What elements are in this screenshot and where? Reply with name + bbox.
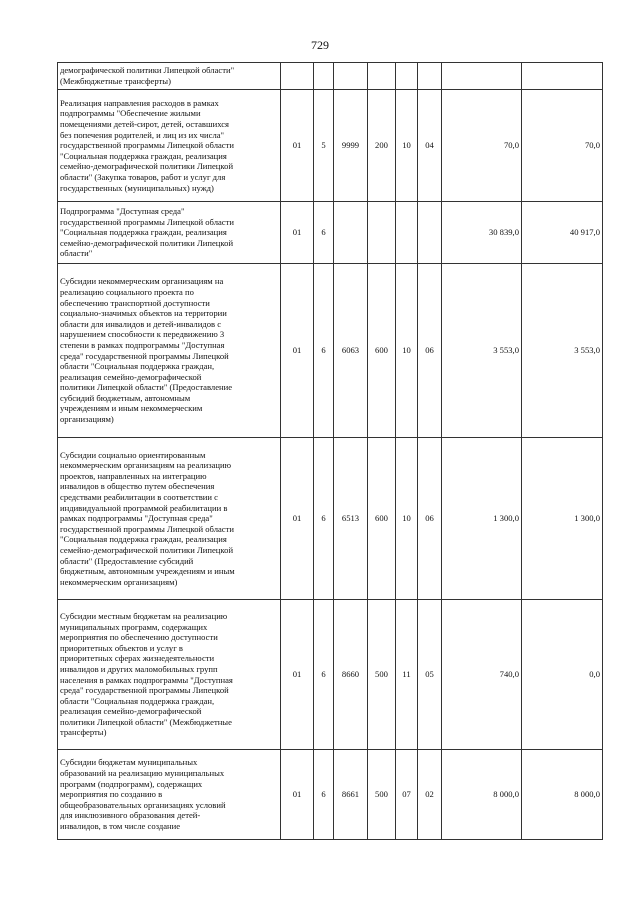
code-cell: 200 [368, 90, 396, 202]
row-description: Реализация направления расходов в рамках подпрограммы "Обеспечение жилыми помещениями детей-сирот, детей, оставшихся без попечения родителей, и лиц из их числа" государственной программы Липецкой области "Социальная поддержка граждан, реализация семейно-демографической политики Липецкой области" (Закупка товаров, работ и услуг для государственных (муниципальных) нужд) [58, 90, 281, 202]
code-cell: 01 [281, 750, 314, 840]
code-cell: 10 [396, 264, 418, 438]
code-cell: 01 [281, 438, 314, 600]
code-cell: 5 [314, 90, 334, 202]
amount-cell: 0,0 [522, 600, 603, 750]
code-cell: 06 [418, 264, 442, 438]
code-cell: 500 [368, 600, 396, 750]
code-cell: 8660 [334, 600, 368, 750]
code-cell: 9999 [334, 90, 368, 202]
table-row [58, 202, 603, 264]
code-cell: 04 [418, 90, 442, 202]
amount-cell: 3 553,0 [442, 264, 522, 438]
code-cell: 10 [396, 438, 418, 600]
code-cell [334, 202, 368, 264]
row-description: Подпрограмма "Доступная среда" государственной программы Липецкой области "Социальная поддержка граждан, реализация семейно-демографической политики Липецкой области" [58, 202, 281, 264]
code-cell: 6 [314, 750, 334, 840]
code-cell [396, 202, 418, 264]
code-cell [281, 63, 314, 90]
code-cell: 6063 [334, 264, 368, 438]
amount-cell: 8 000,0 [522, 750, 603, 840]
code-cell: 01 [281, 264, 314, 438]
code-cell: 01 [281, 202, 314, 264]
code-cell: 600 [368, 264, 396, 438]
code-cell [396, 63, 418, 90]
amount-cell: 40 917,0 [522, 202, 603, 264]
code-cell: 05 [418, 600, 442, 750]
code-cell [418, 202, 442, 264]
code-cell: 01 [281, 90, 314, 202]
code-cell: 6 [314, 264, 334, 438]
code-cell [334, 63, 368, 90]
code-cell: 07 [396, 750, 418, 840]
amount-cell: 70,0 [442, 90, 522, 202]
row-description: Субсидии бюджетам муниципальных образований на реализацию муниципальных программ (подпрограмм), содержащих мероприятия по созданию в общеобразовательных организациях условий для инклюзивного образования детей- инвалидов, в том числе создание [58, 750, 281, 840]
code-cell: 11 [396, 600, 418, 750]
amount-cell: 3 553,0 [522, 264, 603, 438]
table-row [58, 264, 603, 438]
code-cell [418, 63, 442, 90]
code-cell [368, 63, 396, 90]
code-cell: 6513 [334, 438, 368, 600]
code-cell: 10 [396, 90, 418, 202]
code-cell: 600 [368, 438, 396, 600]
code-cell: 6 [314, 438, 334, 600]
table-row [58, 90, 603, 202]
code-cell: 500 [368, 750, 396, 840]
amount-cell: 30 839,0 [442, 202, 522, 264]
code-cell: 6 [314, 202, 334, 264]
budget-table [57, 62, 603, 840]
code-cell: 02 [418, 750, 442, 840]
table-row [58, 438, 603, 600]
page-number: 729 [311, 38, 329, 52]
amount-cell [522, 63, 603, 90]
row-description: демографической политики Липецкой области" (Межбюджетные трансферты) [58, 63, 281, 90]
code-cell [368, 202, 396, 264]
amount-cell [442, 63, 522, 90]
table-row [58, 600, 603, 750]
amount-cell: 70,0 [522, 90, 603, 202]
table-row [58, 63, 603, 90]
code-cell: 06 [418, 438, 442, 600]
code-cell: 6 [314, 600, 334, 750]
row-description: Субсидии некоммерческим организациям на реализацию социального проекта по обеспечению транспортной доступности социально-значимых объектов на территории области для инвалидов и детей-инвалидов с нарушением способности к передвижению 3 степени в рамках подпрограммы "Доступная среда" государственной программы Липецкой области "Социальная поддержка граждан, реализация семейно-демографической политики Липецкой области" (Предоставление субсидий бюджетным, автономным учреждениям и иным некоммерческим организациям) [58, 264, 281, 438]
table-row [58, 750, 603, 840]
code-cell: 8661 [334, 750, 368, 840]
code-cell [314, 63, 334, 90]
row-description: Субсидии местным бюджетам на реализацию муниципальных программ, содержащих мероприятия по обеспечению доступности приоритетных объектов и услуг в приоритетных сферах жизнедеятельности инвалидов и других маломобильных групп населения в рамках подпрограммы "Доступная среда" государственной программы Липецкой области "Социальная поддержка граждан, реализация семейно-демографической политики Липецкой области" (Межбюджетные трансферты) [58, 600, 281, 750]
amount-cell: 740,0 [442, 600, 522, 750]
code-cell: 01 [281, 600, 314, 750]
amount-cell: 1 300,0 [522, 438, 603, 600]
row-description: Субсидии социально ориентированным некоммерческим организациям на реализацию проектов, направленных на интеграцию инвалидов в общество путем обеспечения средствами реабилитации в соответствии с индивидуальной программой реабилитации в рамках подпрограммы "Доступная среда" государственной программы Липецкой области "Социальная поддержка граждан, реализация семейно-демографической политики Липецкой области" (Предоставление субсидий бюджетным, автономным учреждениям и иным некоммерческим организациям) [58, 438, 281, 600]
amount-cell: 8 000,0 [442, 750, 522, 840]
amount-cell: 1 300,0 [442, 438, 522, 600]
